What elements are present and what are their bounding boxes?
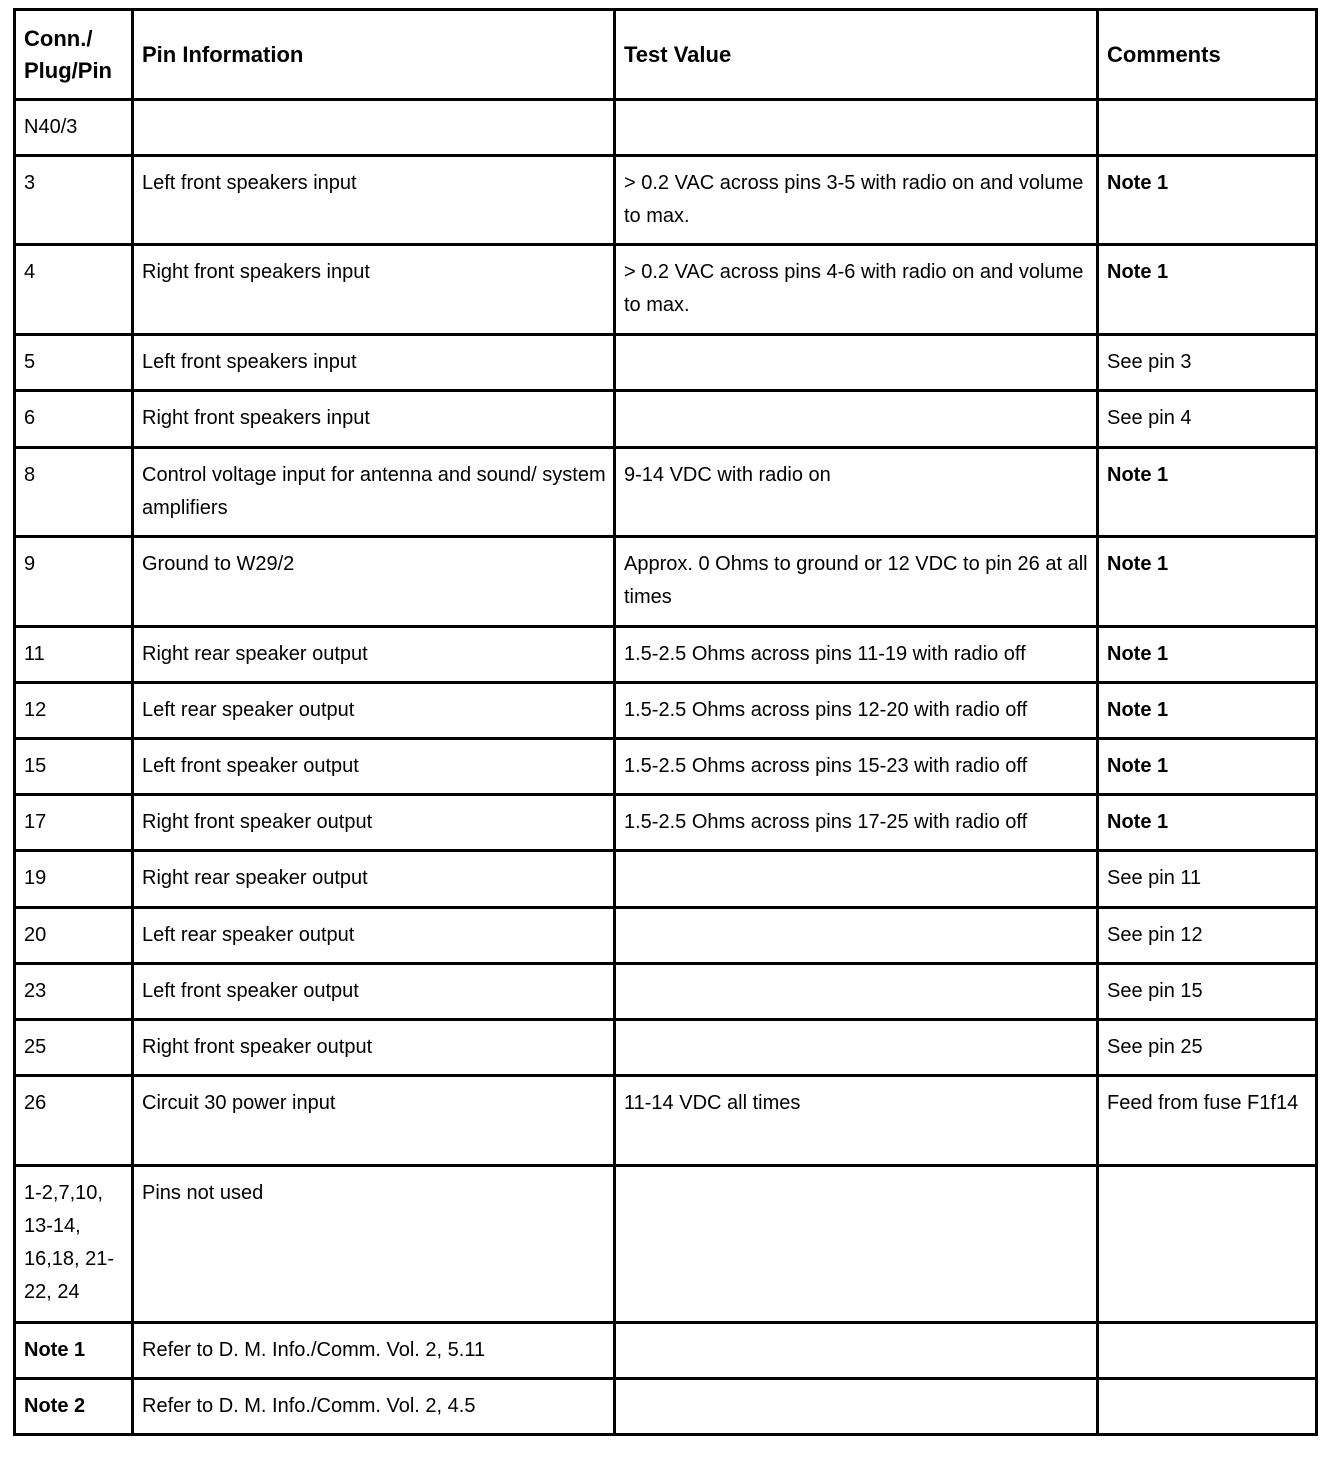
cell-test: 9-14 VDC with radio on [615,448,1098,537]
cell-info: Control voltage input for antenna and sound/ system amplifiers [133,448,615,537]
cell-comment [1098,1323,1317,1379]
cell-info: Left front speaker output [133,739,615,795]
cell-test [615,851,1098,908]
cell-test [615,964,1098,1020]
cell-info: Right front speakers input [133,391,615,448]
table-row [15,537,1317,627]
cell-comment: See pin 11 [1098,851,1317,908]
table-row [15,1166,1317,1323]
cell-info: Right front speaker output [133,795,615,851]
cell-info: Refer to D. M. Info./Comm. Vol. 2, 5.11 [133,1323,615,1379]
cell-info: Ground to W29/2 [133,537,615,627]
cell-info: Right front speaker output [133,1020,615,1076]
table-row [15,683,1317,739]
header-pin-information: Pin Information [133,10,615,100]
cell-comment: See pin 15 [1098,964,1317,1020]
cell-pin: 4 [15,245,133,335]
cell-test [615,1323,1098,1379]
cell-comment: Note 1 [1098,245,1317,335]
cell-pin: 3 [15,156,133,245]
cell-test: 1.5-2.5 Ohms across pins 17-25 with radio off [615,795,1098,851]
cell-pin: 15 [15,739,133,795]
cell-comment: Note 1 [1098,448,1317,537]
cell-test: 1.5-2.5 Ohms across pins 12-20 with radio off [615,683,1098,739]
cell-info: Left rear speaker output [133,908,615,964]
cell-comment: Note 1 [1098,156,1317,245]
cell-test [615,1166,1098,1323]
cell-test: 1.5-2.5 Ohms across pins 15-23 with radio off [615,739,1098,795]
table-row [15,335,1317,391]
cell-comment: Note 1 [1098,627,1317,683]
cell-pin: Note 2 [15,1379,133,1435]
cell-test [615,100,1098,156]
cell-info [133,100,615,156]
cell-comment: See pin 4 [1098,391,1317,448]
cell-pin: 26 [15,1076,133,1166]
table-row [15,851,1317,908]
cell-comment: Note 1 [1098,537,1317,627]
table-row [15,627,1317,683]
cell-info: Circuit 30 power input [133,1076,615,1166]
cell-pin: 11 [15,627,133,683]
cell-pin: N40/3 [15,100,133,156]
cell-comment: See pin 3 [1098,335,1317,391]
cell-info: Right rear speaker output [133,627,615,683]
cell-test [615,1020,1098,1076]
table-row [15,1076,1317,1166]
cell-comment: Note 1 [1098,795,1317,851]
cell-info: Left rear speaker output [133,683,615,739]
table-row [15,391,1317,448]
cell-test [615,1379,1098,1435]
cell-comment: Feed from fuse F1f14 [1098,1076,1317,1166]
cell-test: 1.5-2.5 Ohms across pins 11-19 with radio off [615,627,1098,683]
cell-test [615,908,1098,964]
table-row [15,1020,1317,1076]
cell-info: Refer to D. M. Info./Comm. Vol. 2, 4.5 [133,1379,615,1435]
cell-test [615,391,1098,448]
table-row [15,156,1317,245]
cell-pin: 8 [15,448,133,537]
header-test-value: Test Value [615,10,1098,100]
cell-pin: Note 1 [15,1323,133,1379]
cell-comment: See pin 12 [1098,908,1317,964]
cell-comment [1098,1379,1317,1435]
cell-pin: 9 [15,537,133,627]
cell-test: 11-14 VDC all times [615,1076,1098,1166]
table-row [15,100,1317,156]
header-comments: Comments [1098,10,1317,100]
cell-info: Left front speakers input [133,335,615,391]
cell-comment: Note 1 [1098,739,1317,795]
cell-pin: 17 [15,795,133,851]
cell-pin: 20 [15,908,133,964]
table-row [15,245,1317,335]
header-row [15,10,1317,100]
cell-info: Right rear speaker output [133,851,615,908]
cell-pin: 12 [15,683,133,739]
table-row [15,448,1317,537]
cell-pin: 25 [15,1020,133,1076]
cell-comment: See pin 25 [1098,1020,1317,1076]
cell-pin: 1-2,7,10, 13-14, 16,18, 21-22, 24 [15,1166,133,1323]
cell-info: Left front speaker output [133,964,615,1020]
cell-comment: Note 1 [1098,683,1317,739]
table-row [15,795,1317,851]
cell-info: Pins not used [133,1166,615,1323]
table-row [15,964,1317,1020]
pin-table [13,8,1318,1436]
pin-table-wrapper [13,8,1318,1436]
cell-test [615,335,1098,391]
cell-pin: 5 [15,335,133,391]
cell-comment [1098,1166,1317,1323]
cell-test: > 0.2 VAC across pins 4-6 with radio on and volume to max. [615,245,1098,335]
cell-info: Right front speakers input [133,245,615,335]
header-pin: Conn./ Plug/Pin [15,10,133,100]
cell-comment [1098,100,1317,156]
table-row [15,908,1317,964]
cell-test: Approx. 0 Ohms to ground or 12 VDC to pin 26 at all times [615,537,1098,627]
cell-pin: 6 [15,391,133,448]
table-row [15,1323,1317,1379]
cell-info: Left front speakers input [133,156,615,245]
cell-pin: 23 [15,964,133,1020]
table-row [15,1379,1317,1435]
cell-test: > 0.2 VAC across pins 3-5 with radio on and volume to max. [615,156,1098,245]
cell-pin: 19 [15,851,133,908]
table-row [15,739,1317,795]
